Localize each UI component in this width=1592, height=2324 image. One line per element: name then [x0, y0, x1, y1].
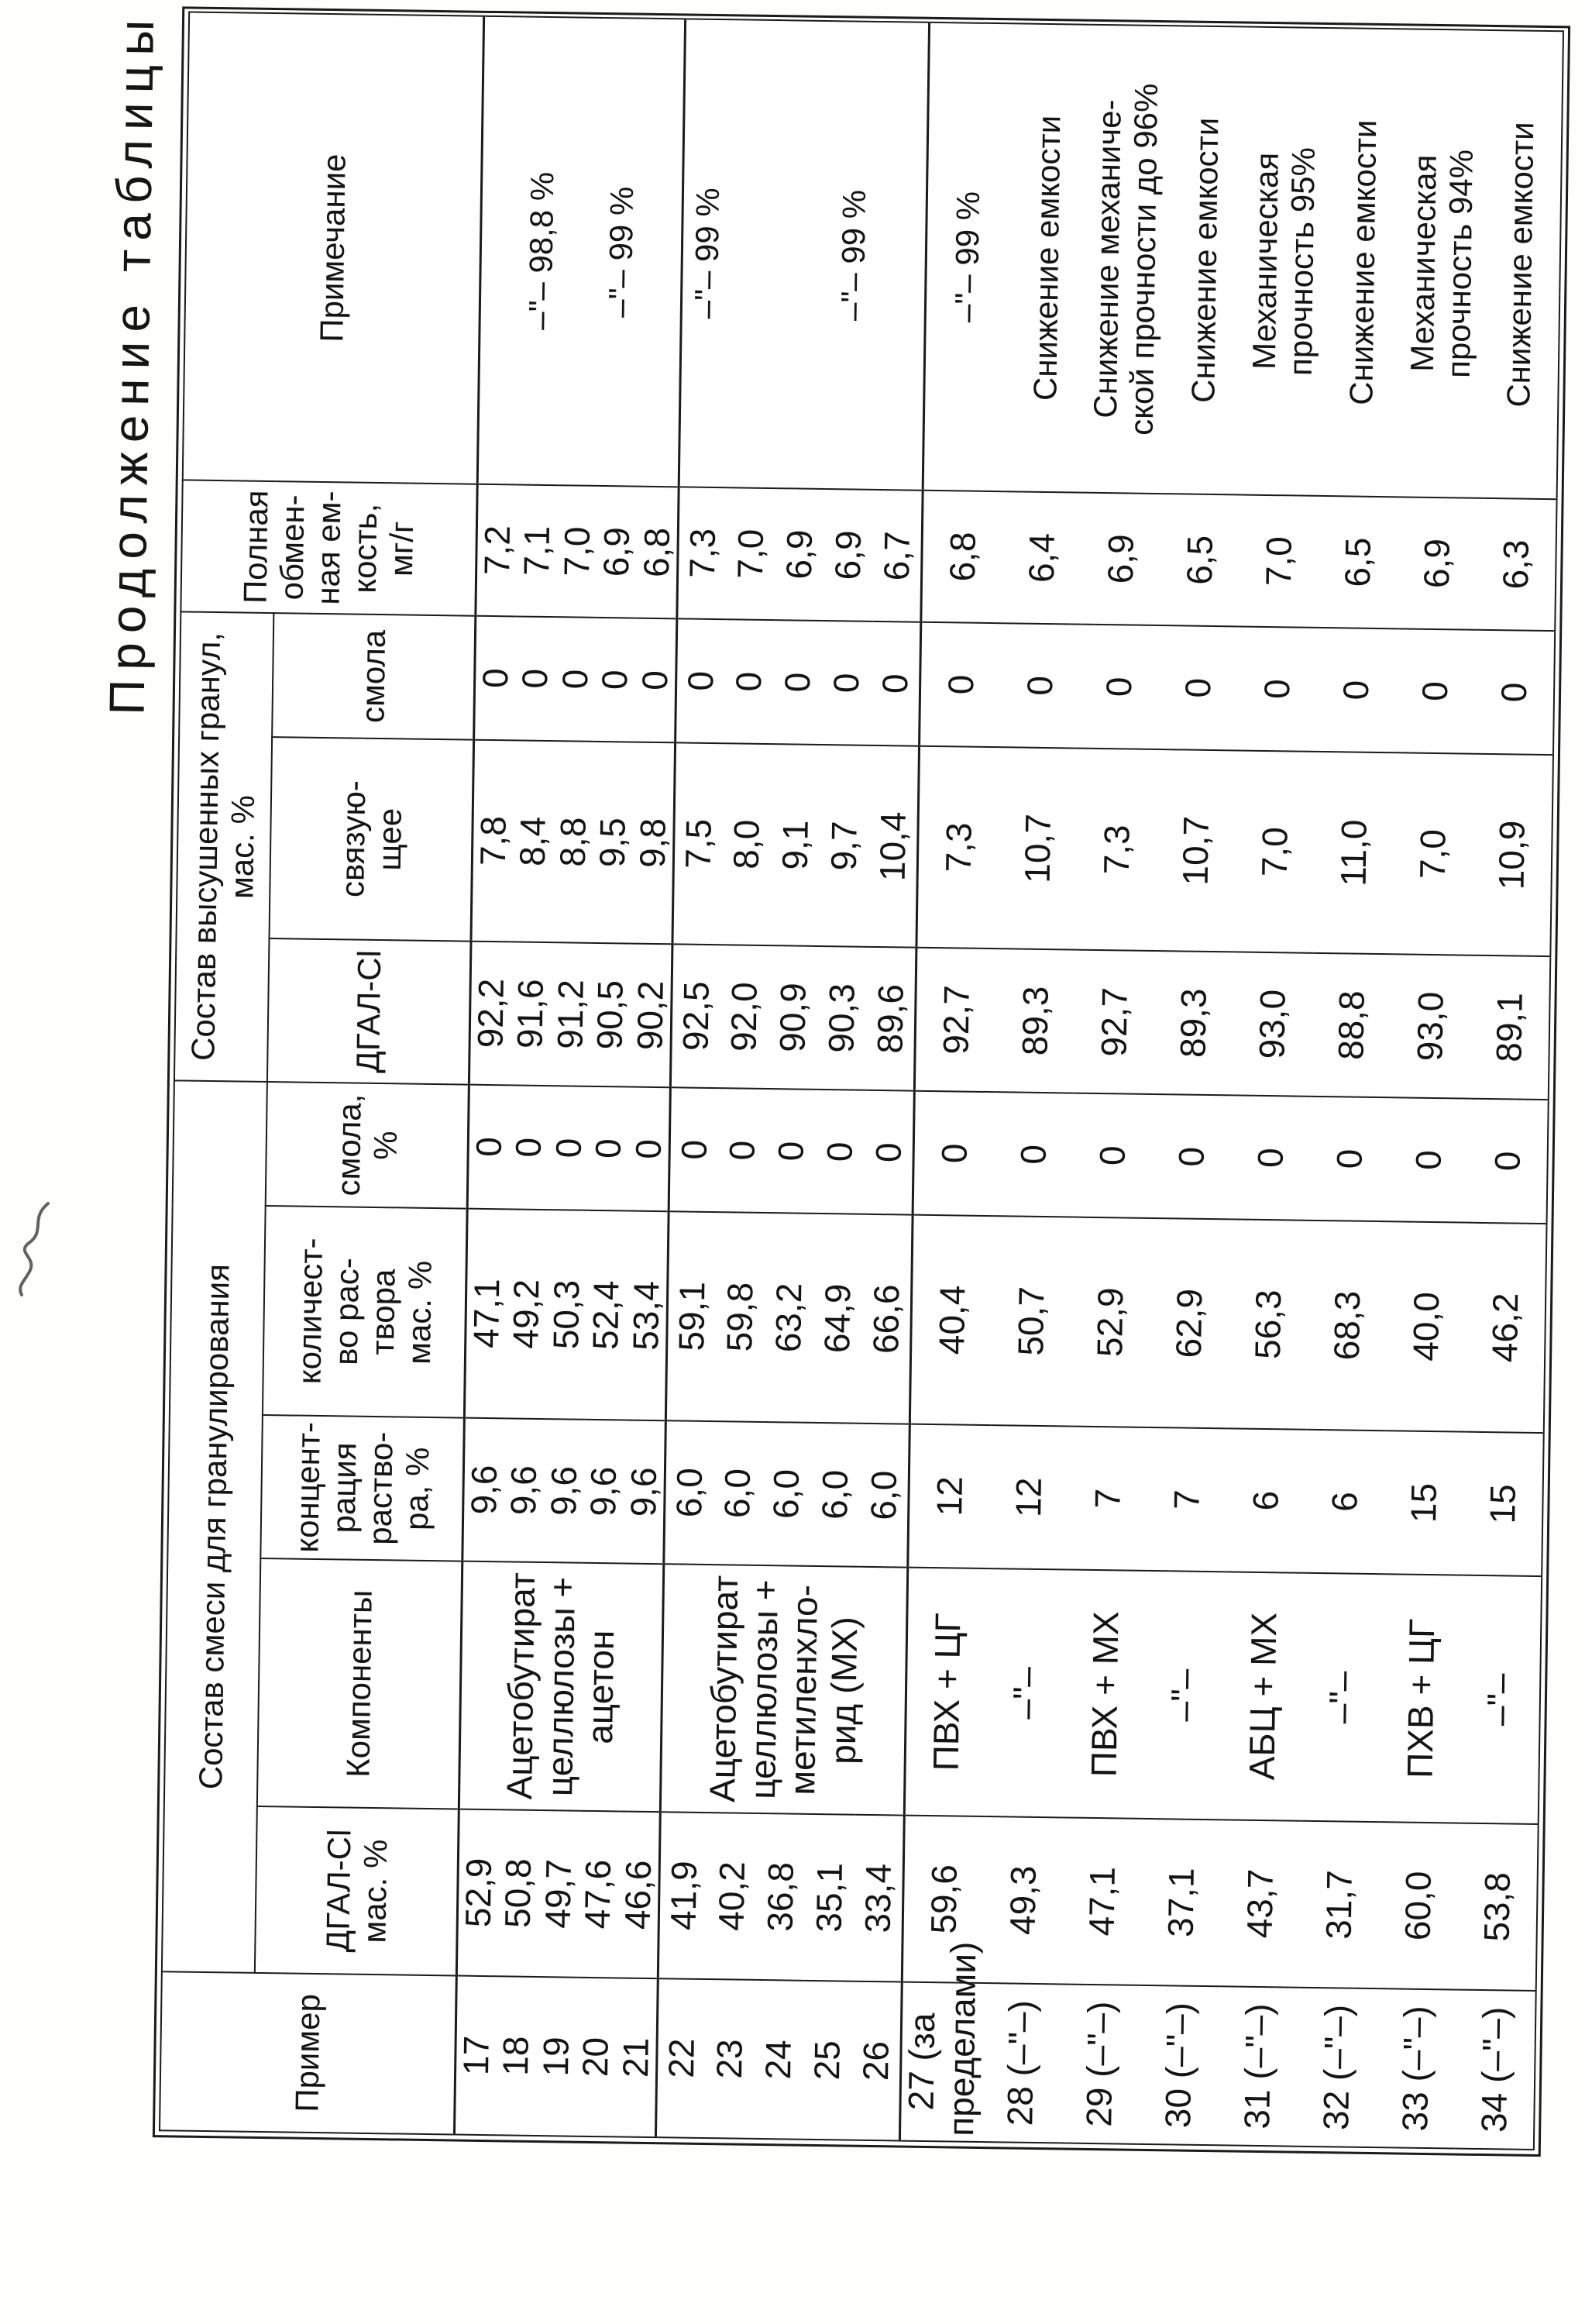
rotated-sheet [78, 5, 1564, 2157]
cell-note: Снижение механиче- ской прочности до 96% [1083, 25, 1168, 494]
cell-resin-dried: 0 [1000, 623, 1081, 748]
cell-binder: 9,1 [770, 744, 822, 946]
cell-dgal-dried: 90,9 [768, 945, 819, 1090]
cell-primer: 27 (за пределами) [899, 1982, 982, 2142]
cell-amount: 56,3 [1228, 1219, 1310, 1429]
cell-amount: 63,2 [763, 1213, 815, 1423]
cell-primer: 19 [535, 1977, 576, 2136]
cell-amount: 49,2 [505, 1209, 548, 1419]
cell-primer: 25 [803, 1981, 854, 2140]
cell-dgal-mix: 59,6 [902, 1816, 985, 1983]
cell-resin-dried: 0 [1158, 625, 1239, 750]
cell-binder: 9,8 [631, 742, 676, 945]
cell-concentration: 9,6 [583, 1420, 624, 1564]
cell-dgal-mix: 49,3 [983, 1816, 1064, 1984]
cell-resin-mix: 0 [1468, 1099, 1549, 1224]
cell-resin-mix: 0 [467, 1085, 510, 1210]
cell-resin-dried: 0 [724, 619, 775, 744]
cell-dgal-dried: 90,3 [817, 946, 868, 1090]
cell-amount: 59,1 [665, 1211, 717, 1421]
cell-resin-dried: 0 [594, 618, 636, 742]
cell-binder: 9,5 [592, 742, 634, 944]
cell-resin-dried: 0 [773, 620, 824, 745]
cell-resin-mix: 0 [548, 1086, 590, 1210]
cell-amount: 47,1 [464, 1209, 508, 1419]
cell-resin-mix: 0 [815, 1090, 865, 1214]
cell-note [776, 20, 831, 489]
cell-amount: 68,3 [1307, 1221, 1389, 1431]
header-group-dried: Состав высушенных гранул, мас. % [174, 611, 273, 1082]
cell-note [477, 16, 524, 485]
cell-resin-dried: 0 [1237, 626, 1318, 751]
cell-dgal-dried: 89,6 [865, 947, 916, 1091]
cell-primer: 18 [495, 1976, 537, 2136]
cell-binder: 11,0 [1313, 752, 1395, 954]
cell-binder: 7,3 [1077, 749, 1159, 951]
header-capacity: Полная обмен- ная ем- кость, мг/г [181, 480, 476, 615]
cell-concentration: 15 [1384, 1431, 1465, 1575]
cell-primer: 33 (–"–) [1376, 1988, 1457, 2148]
cell-concentration: 6,0 [713, 1421, 764, 1565]
cell-amount: 53,4 [624, 1211, 669, 1421]
cell-primer: 26 [851, 1981, 903, 2141]
cell-capacity: 6,8 [636, 487, 679, 619]
cell-resin-mix: 0 [669, 1087, 719, 1212]
cell-capacity: 7,1 [516, 484, 558, 617]
cell-dgal-mix: 60,0 [1378, 1822, 1460, 1989]
cell-capacity: 6,7 [872, 490, 923, 622]
cell-resin-mix: 0 [913, 1091, 995, 1216]
cell-amount: 62,9 [1149, 1218, 1231, 1428]
cell-primer: 24 [754, 1980, 805, 2140]
cell-primer: 29 (–"–) [1060, 1984, 1141, 2143]
cell-capacity: 7,0 [726, 487, 776, 620]
cell-primer: 22 [656, 1978, 707, 2138]
cell-primer: 21 [615, 1978, 658, 2137]
cell-resin-dried: 0 [920, 622, 1002, 747]
cell-dgal-mix: 41,9 [658, 1812, 709, 1979]
cell-dgal-dried: 92,5 [670, 944, 721, 1088]
handwritten-mark [6, 1197, 62, 1300]
cell-note: –"– 98,8 % [518, 16, 565, 485]
cell-dgal-mix: 52,9 [456, 1809, 500, 1977]
page-title: Продолжение таблицы [98, 10, 165, 716]
cell-components-merged: Ацетобутират целлюлозы + ацетон [459, 1561, 664, 1813]
cell-components: ПВХ + ЦГ [904, 1568, 989, 1816]
cell-note: Механическая прочность 94% [1399, 29, 1484, 498]
cell-note: Снижение емкости [1478, 30, 1563, 499]
cell-dgal-mix: 47,6 [577, 1811, 620, 1978]
cell-primer: 32 (–"–) [1297, 1988, 1378, 2147]
cell-resin-mix: 0 [1231, 1095, 1312, 1220]
cell-concentration: 6,0 [810, 1423, 861, 1567]
cell-primer: 28 (–"–) [981, 1983, 1062, 2143]
cell-dgal-dried: 92,0 [719, 945, 770, 1089]
cell-primer: 34 (–"–) [1455, 1990, 1536, 2150]
cell-capacity: 6,9 [1081, 493, 1161, 625]
cell-concentration: 15 [1463, 1432, 1544, 1576]
cell-concentration: 12 [908, 1424, 991, 1568]
cell-binder: 7,0 [1234, 750, 1316, 952]
header-components: Компоненты [257, 1558, 462, 1809]
cell-components: –"– [1143, 1571, 1226, 1820]
cell-capacity: 7,2 [475, 484, 517, 617]
cell-capacity: 6,9 [596, 486, 638, 618]
cell-dgal-dried: 91,2 [549, 942, 591, 1086]
header-amount: количест- во рас- твора мас. % [263, 1206, 467, 1418]
cell-binder: 7,3 [916, 746, 1000, 949]
cell-resin-mix: 0 [717, 1088, 768, 1213]
cell-binder: 8,8 [552, 741, 594, 943]
header-dgal-mix: ДГАЛ-Cl мас. % [255, 1806, 459, 1976]
cell-binder: 10,7 [998, 747, 1080, 949]
cell-resin-dried: 0 [822, 621, 872, 745]
cell-note: –"– 99 % [825, 21, 880, 490]
cell-dgal-dried: 91,6 [510, 942, 552, 1086]
cell-capacity: 7,3 [677, 487, 727, 619]
cell-note: Снижение емкости [1004, 23, 1089, 492]
cell-components: –"– [1301, 1573, 1384, 1822]
cell-primer: 31 (–"–) [1218, 1986, 1299, 2146]
cell-concentration: 9,6 [623, 1420, 666, 1565]
cell-amount: 52,9 [1070, 1217, 1152, 1427]
cell-dgal-mix: 37,1 [1141, 1819, 1222, 1986]
header-dgal-dried: ДГАЛ-Cl [267, 938, 471, 1085]
cell-amount: 66,6 [861, 1214, 913, 1424]
cell-components: ПВХ + МХ [1064, 1570, 1147, 1819]
cell-dgal-dried: 89,3 [1154, 951, 1235, 1095]
cell-binder: 10,7 [1155, 749, 1237, 952]
cell-concentration: 6 [1226, 1428, 1307, 1572]
cell-dgal-dried: 89,3 [995, 949, 1077, 1093]
cell-amount: 50,3 [545, 1210, 587, 1420]
cell-dgal-dried: 92,7 [1075, 950, 1156, 1094]
header-concentration: концент- рация раство- ра, % [260, 1415, 464, 1561]
cell-dgal-dried: 88,8 [1312, 953, 1393, 1097]
cell-resin-mix: 0 [766, 1089, 817, 1214]
cell-note [727, 19, 782, 488]
cell-note [638, 19, 685, 487]
cell-binder: 10,4 [868, 745, 920, 948]
cell-resin-mix: 0 [1310, 1097, 1391, 1221]
cell-note: Механическая прочность 95% [1241, 27, 1326, 496]
cell-dgal-dried: 93,0 [1391, 954, 1472, 1098]
cell-note [874, 22, 929, 491]
cell-amount: 64,9 [812, 1214, 864, 1424]
cell-dgal-mix: 43,7 [1220, 1820, 1301, 1987]
header-group-mix: Состав смеси для гранулирования [162, 1080, 267, 1973]
cell-resin-dried: 0 [555, 617, 597, 742]
cell-resin-mix: 0 [1152, 1094, 1233, 1219]
header-resin-mix: смола, % [266, 1082, 469, 1209]
cell-capacity: 7,0 [1239, 494, 1319, 627]
header-primer: Пример [160, 1971, 456, 2134]
cell-capacity: 6,8 [921, 491, 1004, 623]
cell-amount: 50,7 [991, 1216, 1073, 1426]
cell-note: –"– 99 % [679, 19, 734, 487]
cell-dgal-dried: 89,1 [1470, 955, 1551, 1100]
cell-concentration: 6,0 [762, 1422, 813, 1566]
cell-resin-mix: 0 [1389, 1097, 1470, 1222]
cell-concentration: 9,6 [462, 1418, 505, 1562]
cell-binder: 9,7 [819, 745, 871, 947]
cell-dgal-mix: 46,6 [617, 1811, 660, 1978]
cell-dgal-mix: 31,7 [1299, 1821, 1381, 1988]
cell-dgal-mix: 40,2 [707, 1813, 758, 1980]
cell-resin-mix: 0 [1073, 1093, 1154, 1218]
cell-binder: 10,9 [1471, 754, 1553, 956]
cell-components: –"– [985, 1568, 1068, 1817]
cell-dgal-dried: 90,2 [629, 944, 672, 1088]
cell-dgal-mix: 53,8 [1457, 1823, 1539, 1991]
cell-capacity: 6,5 [1160, 494, 1240, 626]
cell-resin-mix: 0 [864, 1090, 914, 1215]
cell-amount: 59,8 [714, 1212, 766, 1422]
cell-capacity: 6,9 [775, 488, 825, 621]
cell-capacity: 7,0 [556, 485, 598, 618]
cell-note: –"– 99 % [598, 18, 645, 487]
cell-note: Снижение емкости [1320, 28, 1405, 497]
cell-primer: 20 [575, 1978, 617, 2137]
cell-resin-mix: 0 [628, 1087, 670, 1212]
data-table [159, 11, 1564, 2150]
cell-dgal-mix: 35,1 [804, 1814, 855, 1981]
cell-binder: 7,8 [470, 740, 514, 942]
cell-dgal-dried: 93,0 [1233, 952, 1314, 1096]
cell-capacity: 6,9 [1397, 497, 1477, 629]
cell-components-merged: Ацетобутират целлюлозы + метиленхло- рид (МХ) [660, 1564, 907, 1815]
cell-concentration: 9,6 [543, 1419, 585, 1563]
cell-concentration: 7 [1147, 1427, 1228, 1572]
cell-resin-dried: 0 [871, 621, 921, 746]
cell-binder: 7,0 [1392, 752, 1474, 955]
header-resin-dried: смола [272, 613, 475, 740]
cell-resin-mix: 0 [588, 1086, 630, 1211]
cell-resin-dried: 0 [676, 618, 726, 743]
cell-amount: 46,2 [1465, 1223, 1547, 1433]
cell-amount: 40,4 [909, 1215, 993, 1425]
cell-concentration: 12 [989, 1425, 1070, 1569]
cell-capacity: 6,9 [824, 489, 874, 621]
cell-primer: 23 [705, 1979, 756, 2139]
cell-amount: 52,4 [585, 1210, 628, 1420]
cell-dgal-mix: 50,8 [497, 1809, 540, 1977]
table-outer-border [153, 6, 1570, 2157]
cell-concentration: 7 [1068, 1427, 1149, 1571]
cell-capacity: 6,5 [1318, 496, 1398, 628]
cell-components: –"– [1460, 1575, 1542, 1824]
cell-note: –"– 99 % [923, 22, 1010, 491]
cell-primer: 17 [454, 1976, 497, 2136]
cell-binder: 8,0 [721, 743, 773, 945]
cell-components: АБЦ + МХ [1222, 1572, 1305, 1820]
cell-resin-dried: 0 [1316, 628, 1397, 752]
cell-resin-dried: 0 [473, 616, 516, 741]
cell-dgal-dried: 90,5 [590, 943, 631, 1087]
cell-note [558, 17, 604, 486]
cell-concentration: 6 [1305, 1430, 1386, 1574]
cell-capacity: 6,4 [1002, 491, 1082, 624]
cell-resin-dried: 0 [1395, 628, 1476, 753]
cell-dgal-mix: 49,7 [537, 1810, 579, 1978]
cell-resin-mix: 0 [994, 1092, 1075, 1217]
cell-binder: 8,4 [511, 740, 554, 942]
cell-dgal-dried: 92,2 [469, 942, 512, 1086]
cell-resin-dried: 0 [634, 618, 677, 743]
cell-resin-dried: 0 [514, 616, 556, 741]
cell-resin-mix: 0 [508, 1085, 550, 1210]
cell-dgal-mix: 47,1 [1062, 1817, 1143, 1985]
cell-concentration: 6,0 [664, 1420, 715, 1565]
header-note: Примечание [183, 12, 483, 484]
cell-note: Снижение емкости [1162, 26, 1247, 494]
cell-binder: 7,5 [672, 742, 724, 945]
cell-resin-dried: 0 [1079, 625, 1160, 749]
cell-dgal-dried: 92,7 [914, 948, 997, 1092]
cell-capacity: 6,3 [1476, 498, 1556, 631]
cell-resin-dried: 0 [1474, 630, 1555, 755]
cell-components: ПХВ + ЦГ [1381, 1574, 1463, 1823]
cell-dgal-mix: 36,8 [755, 1813, 806, 1981]
cell-amount: 40,0 [1386, 1221, 1468, 1431]
cell-dgal-mix: 33,4 [853, 1815, 904, 1982]
header-binder: связую- щее [269, 737, 473, 942]
cell-concentration: 6,0 [859, 1424, 910, 1568]
cell-primer: 30 (–"–) [1139, 1985, 1220, 2145]
cell-concentration: 9,6 [503, 1418, 545, 1562]
